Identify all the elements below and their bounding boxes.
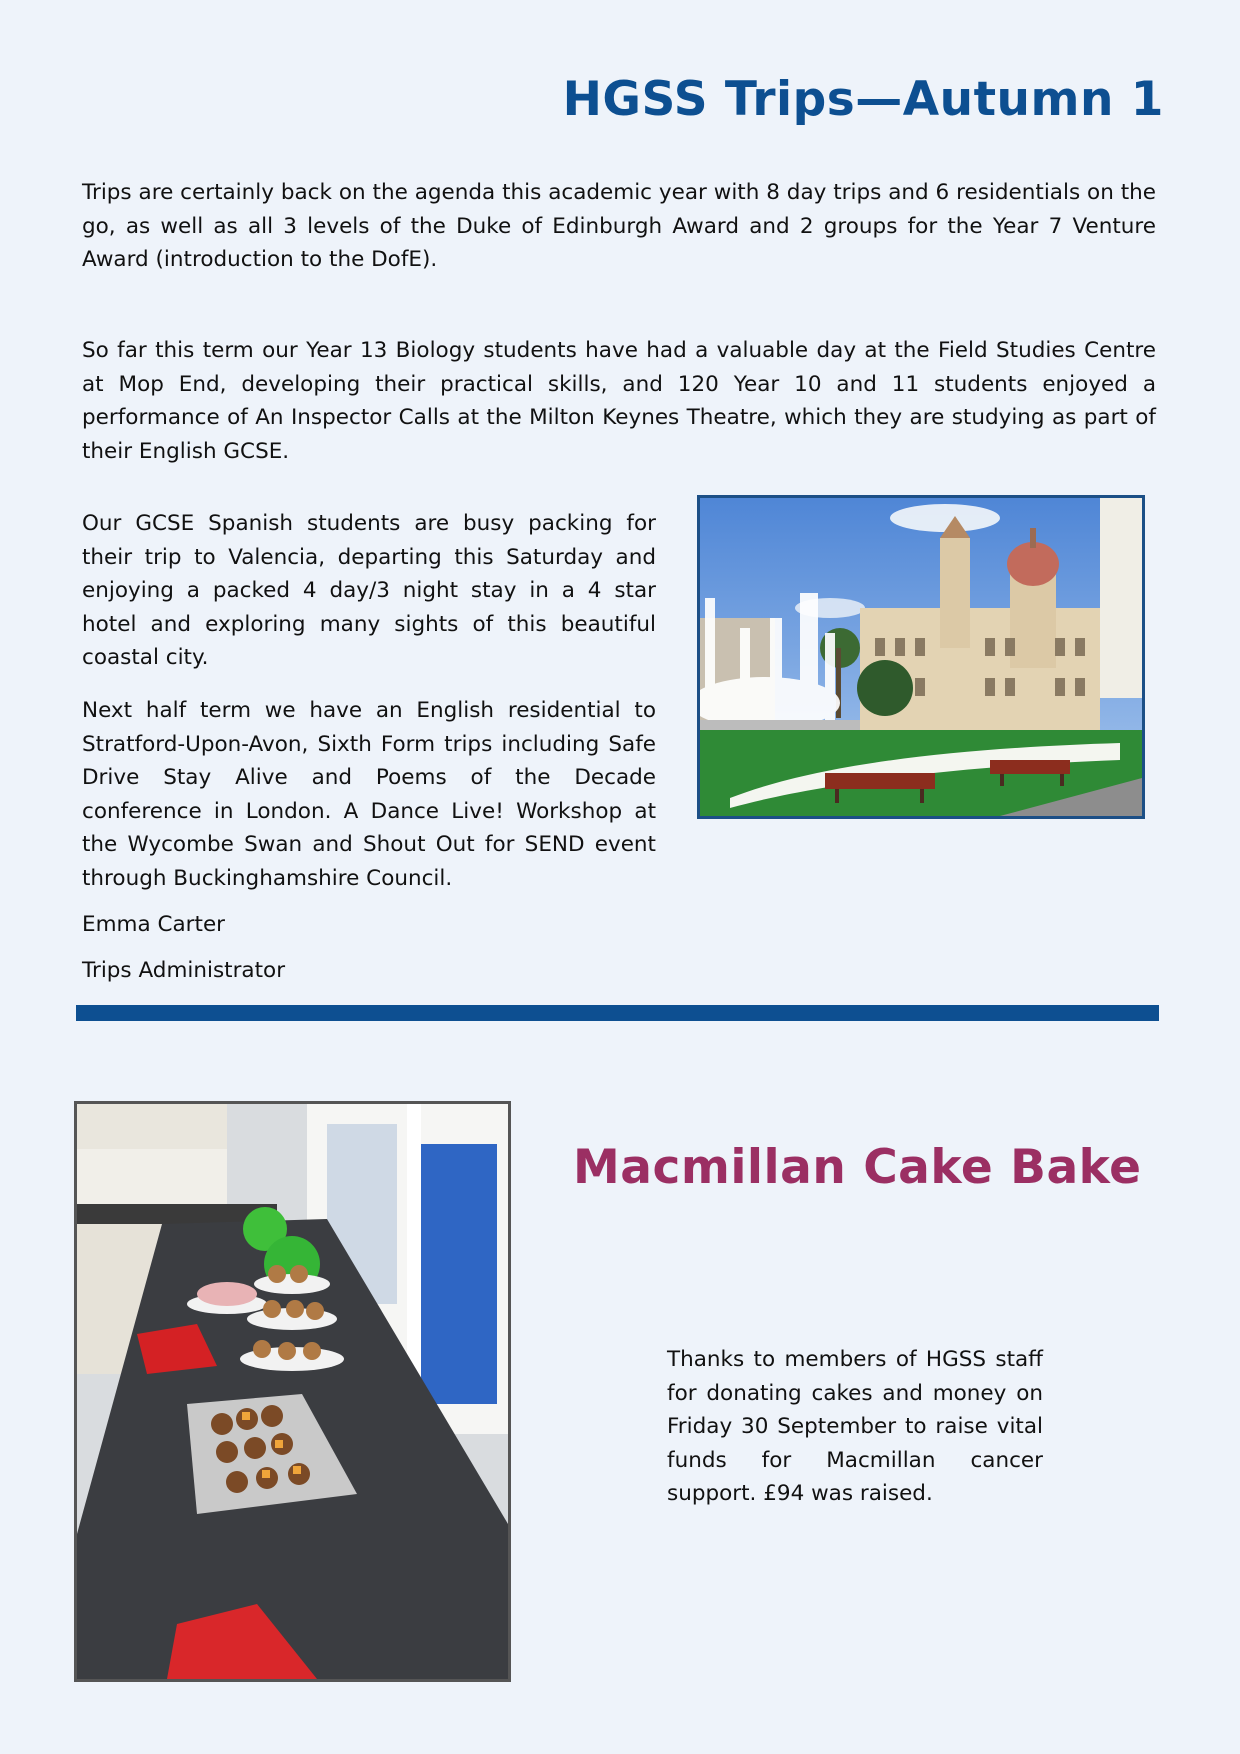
cake-bake-title: Macmillan Cake Bake: [573, 1140, 1142, 1195]
cake-bake-paragraph: Thanks to members of HGSS staff for donating cakes and money on Friday 30 September to raise vital funds for Macmillan cancer support. £94 was raised.: [667, 1347, 1043, 1506]
trips-paragraph-2: So far this term our Year 13 Biology students have had a valuable day at the Field Studies Centre at Mop End, developing their practical skills, and 120 Year 10 and 11 students enjoyed a performance of An Inspector Calls at the Milton Keynes Theatre, which they are studying as part of their English GCSE.: [82, 338, 1156, 464]
trips-title: HGSS Trips—Autumn 1: [562, 72, 1164, 127]
trips-paragraph-4: Next half term we have an English residential to Stratford-Upon-Avon, Sixth Form trips including Safe Drive Stay Alive and Poems of the Decade conference in London. A Dance Live! Workshop at the Wycombe Swan and Shout Out for SEND event through Buckinghamshire Council.: [82, 698, 656, 891]
valencia-illustration: [700, 498, 1142, 816]
trips-paragraph-3: Our GCSE Spanish students are busy packing for their trip to Valencia, departing this Saturday and enjoying a packed 4 day/3 night stay in a 4 star hotel and exploring many sights of this beautiful coastal city.: [82, 511, 656, 670]
valencia-photo: [697, 495, 1145, 819]
cake-sale-photo: [74, 1101, 511, 1682]
trips-paragraph-1: Trips are certainly back on the agenda this academic year with 8 day trips and 6 residentials on the go, as well as all 3 levels of the Duke of Edinburgh Award and 2 groups for the Year 7 Venture Award (introduction to the DofE).: [82, 180, 1156, 272]
signature-name: Emma Carter: [82, 912, 226, 937]
section-divider: [76, 1005, 1159, 1021]
cake-sale-illustration: [77, 1104, 508, 1679]
signature-role: Trips Administrator: [82, 958, 286, 983]
